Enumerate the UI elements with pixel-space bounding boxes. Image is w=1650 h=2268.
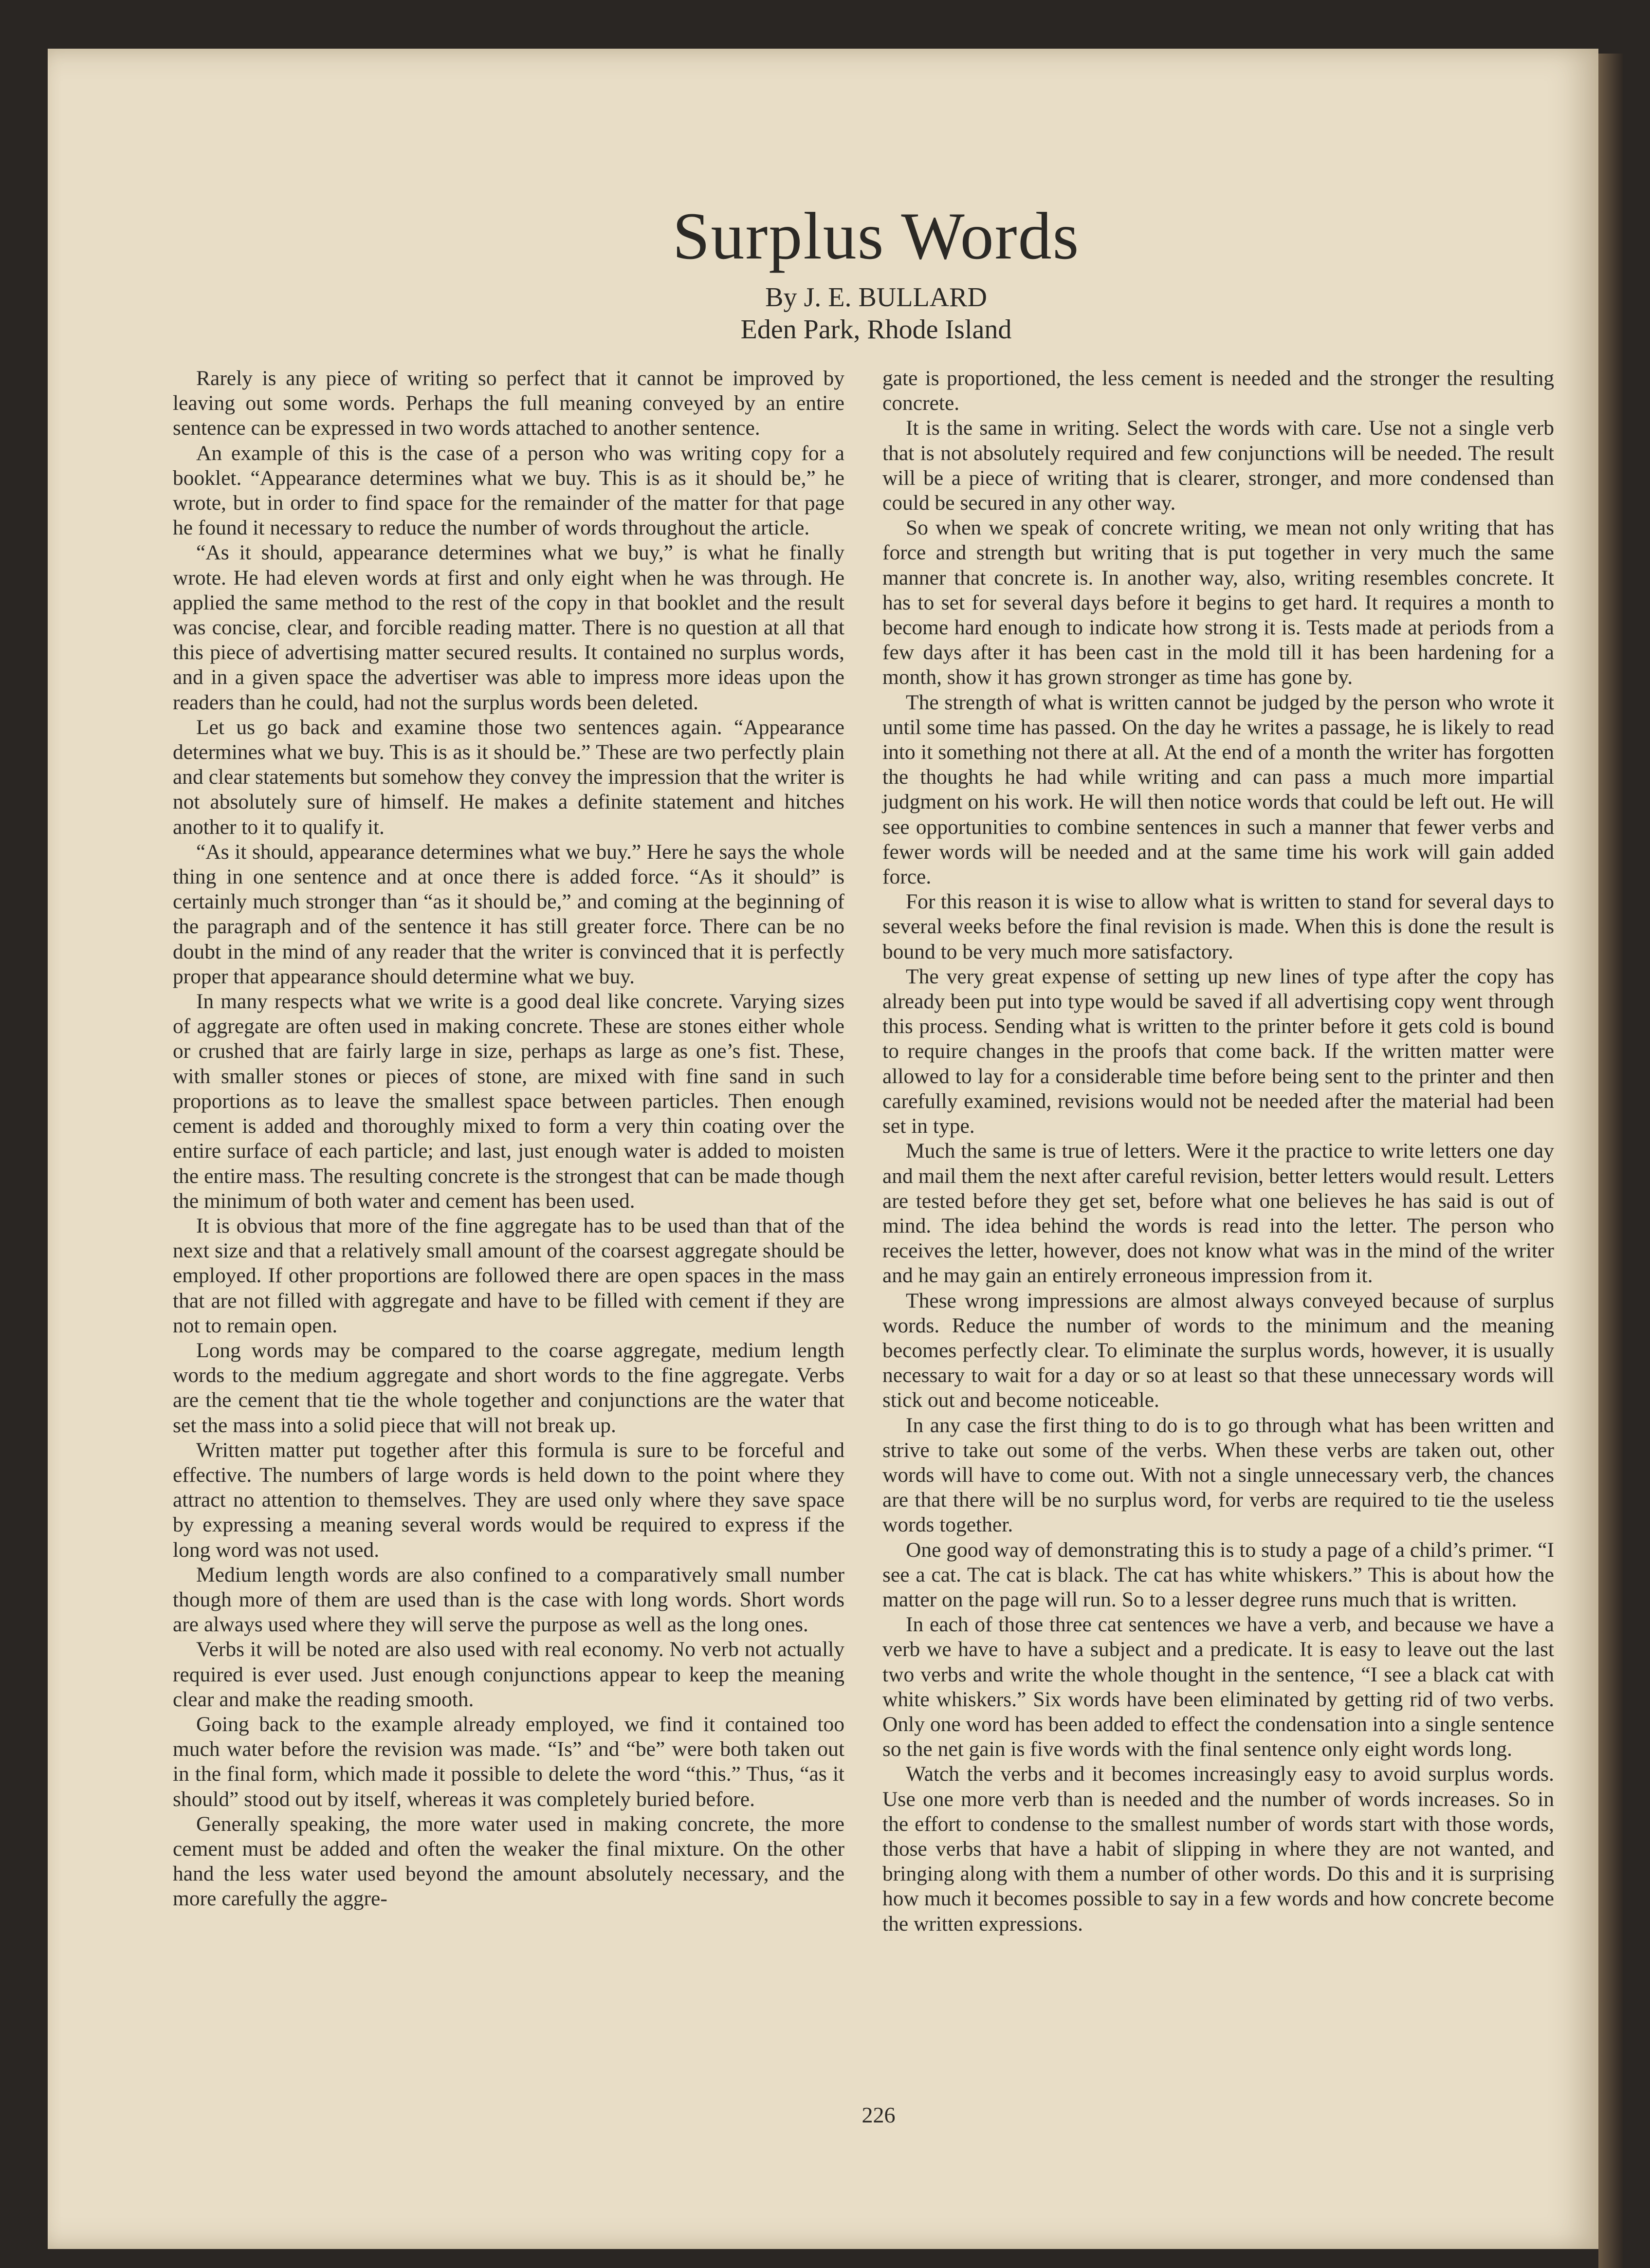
book-spine-edge bbox=[1598, 54, 1623, 2268]
article-title: Surplus Words bbox=[672, 199, 1080, 273]
paragraph-continued: gate is proportioned, the less cement is needed and the stronger the resulting concrete. bbox=[882, 367, 1554, 415]
paragraph: In each of those three cat sentences we have a verb, and because we have a verb we have to have a subject and a predicate. It is easy to leave out the last two verbs and write the whole thought in the sentence, “I see a black cat with white whiskers.” Six words have been eliminated by getting rid of two verbs. Only one word has been added to effect the condensation into a single sentence so the net gain is five words with the final sentence only eight words long. bbox=[882, 1613, 1554, 1761]
paragraph: Long words may be compared to the coarse aggregate, medium length words to the medium aggregate and short words to the fine aggregate. Verbs are the cement that tie the whole together and conjunctions are the water that set the mass into a solid piece that will not break up. bbox=[173, 1338, 844, 1437]
right-column bbox=[882, 366, 1554, 1936]
article-byline: By J. E. BULLARD bbox=[765, 282, 987, 313]
paragraph: For this reason it is wise to allow what is written to stand for several days to several weeks before the final revision is made. When this is done the result is bound to be very much more satisfactory. bbox=[882, 890, 1554, 963]
page-number: 226 bbox=[862, 2102, 896, 2127]
paragraph: Rarely is any piece of writing so perfect that it cannot be improved by leaving out some words. Perhaps the full meaning conveyed by an entire sentence can be expressed in two words attached to another sentence. bbox=[173, 367, 844, 440]
paragraph: Medium length words are also confined to a comparatively small number though more of them are used than is the case with long words. Short words are always used where they will serve the purpose as well as the long ones. bbox=[173, 1563, 844, 1637]
paragraph: These wrong impressions are almost always conveyed because of surplus words. Reduce the number of words to the minimum and the meaning becomes perfectly clear. To eliminate the surplus words, however, it is usually necessary to wait for a day or so at least so that these unnecessary words will stick out and become noticeable. bbox=[882, 1289, 1554, 1412]
paragraph: An example of this is the case of a person who was writing copy for a booklet. “Appearance determines what we buy. This is as it should be,” he wrote, but in order to find space for the remainder of the matter for that page he found it necessary to reduce the number of words throughout the article. bbox=[173, 441, 844, 540]
paragraph: Watch the verbs and it becomes increasingly easy to avoid surplus words. Use one more verb than is needed and the number of words increases. So in the effort to condense to the smallest number of words start with those words, those verbs that have a habit of slipping in where they are not wanted, and bringing along with them a number of other words. Do this and it is surprising how much it becomes possible to say in a few words and how concrete become the written expressions. bbox=[882, 1762, 1554, 1936]
paragraph: It is obvious that more of the fine aggregate has to be used than that of the next size and that a relatively small amount of the coarsest aggregate should be employed. If other proportions are followed there are open spaces in the mass that are not filled with aggregate and have to be filled with cement if they are not to remain open. bbox=[173, 1214, 844, 1337]
paragraph: “As it should, appearance determines what we buy.” Here he says the whole thing in one sentence and at once there is added force. “As it should” is certainly much stronger than “as it should be,” and coming at the beginning of the paragraph and of the sentence it has still greater force. There can be no doubt in the mind of any reader that the writer is convinced that it is perfectly proper that appearance should determine what we buy. bbox=[173, 840, 844, 988]
paragraph: In many respects what we write is a good deal like concrete. Varying sizes of aggregate are often used in making concrete. These are stones either whole or crushed that are fairly large in size, perhaps as large as one’s fist. These, with smaller stones or pieces of stone, are mixed with fine sand in such proportions as to leave the smallest space between particles. Then enough cement is added and thoroughly mixed to form a very thin coating over the entire surface of each particle; and last, just enough water is added to moisten the entire mass. The resulting concrete is the strongest that can be made though the minimum of both water and cement has been used. bbox=[173, 990, 844, 1213]
article-header bbox=[535, 200, 1217, 346]
paragraph: It is the same in writing. Select the words with care. Use not a single verb that is not absolutely required and few conjunctions will be needed. The result will be a piece of writing that is clearer, stronger, and more condensed than could be secured in any other way. bbox=[882, 416, 1554, 515]
paragraph: The strength of what is written cannot be judged by the person who wrote it until some time has passed. On the day he writes a passage, he is likely to read into it something not there at all. At the end of a month the writer has forgotten the thoughts he had while writing and can pass a much more impartial judgment on his work. He will then notice words that could be left out. He will see opportunities to combine sentences in such a manner that fewer verbs and fewer words will be needed and at the same time his work will gain added force. bbox=[882, 690, 1554, 889]
paragraph: Generally speaking, the more water used in making concrete, the more cement must be added and often the weaker the final mixture. On the other hand the less water used beyond the amount absolutely necessary, and the more carefully the aggre- bbox=[173, 1812, 844, 1911]
paragraph: Let us go back and examine those two sentences again. “Appearance determines what we buy. This is as it should be.” These are two perfectly plain and clear statements but somehow they convey the impression that the writer is not absolutely sure of himself. He makes a definite statement and hitches another to it to qualify it. bbox=[173, 715, 844, 839]
paragraph: Going back to the example already employed, we find it contained too much water before the revision was made. “Is” and “be” were both taken out in the final form, which made it possible to delete the word “this.” Thus, “as it should” stood out by itself, whereas it was completely buried before. bbox=[173, 1712, 844, 1811]
author-location: Eden Park, Rhode Island bbox=[740, 314, 1012, 345]
paragraph: Written matter put together after this formula is sure to be forceful and effective. The numbers of large words is held down to the point where they attract no attention to themselves. They are used only where they save space by expressing a meaning several words would be required to express if the long word was not used. bbox=[173, 1438, 844, 1562]
left-column bbox=[173, 366, 844, 1912]
paragraph: In any case the first thing to do is to go through what has been written and strive to take out some of the verbs. When these verbs are taken out, other words will have to come out. With not a single unnecessary verb, the chances are that there will be no surplus word, for verbs are required to tie the useless words together. bbox=[882, 1413, 1554, 1537]
paragraph: “As it should, appearance determines what we buy,” is what he finally wrote. He had eleven words at first and only eight when he was through. He applied the same method to the rest of the copy in that booklet and the result was concise, clear, and forcible reading matter. There is no question at all that this piece of advertising matter secured results. It contained no surplus words, and in a given space the advertiser was able to impress more ideas upon the readers than he could, had not the surplus words been deleted. bbox=[173, 541, 844, 714]
paragraph: One good way of demonstrating this is to study a page of a child’s primer. “I see a cat. The cat is black. The cat has white whiskers.” This is about how the matter on the page will run. So to a lesser degree runs much that is written. bbox=[882, 1538, 1554, 1611]
paragraph: Much the same is true of letters. Were it the practice to write letters one day and mail them the next after careful revision, better letters would result. Letters are tested before they get set, before what one believes he has said is out of mind. The idea behind the words is read into the letter. The person who receives the letter, however, does not know what was in the mind of the writer and he may gain an entirely erroneous impression from it. bbox=[882, 1139, 1554, 1288]
paragraph: Verbs it will be noted are also used with real economy. No verb not actually required is ever used. Just enough conjunctions appear to keep the meaning clear and make the reading smooth. bbox=[173, 1638, 844, 1711]
paragraph: The very great expense of setting up new lines of type after the copy has already been put into type would be saved if all advertising copy went through this process. Sending what is written to the printer before it gets cold is bound to require changes in the proofs that come back. If the written matter were allowed to lay for a considerable time before being sent to the printer and then carefully examined, revisions would not be needed after the material had been set in type. bbox=[882, 964, 1554, 1138]
paragraph: So when we speak of concrete writing, we mean not only writing that has force and strength but writing that is put together in very much the same manner that concrete is. In another way, also, writing resembles concrete. It has to set for several days before it begins to get hard. It requires a month to become hard enough to indicate how strong it is. Tests made at periods from a few days after it has been cast in the mold till it has been hardening for a month, show it has grown stronger as time has gone by. bbox=[882, 516, 1554, 689]
